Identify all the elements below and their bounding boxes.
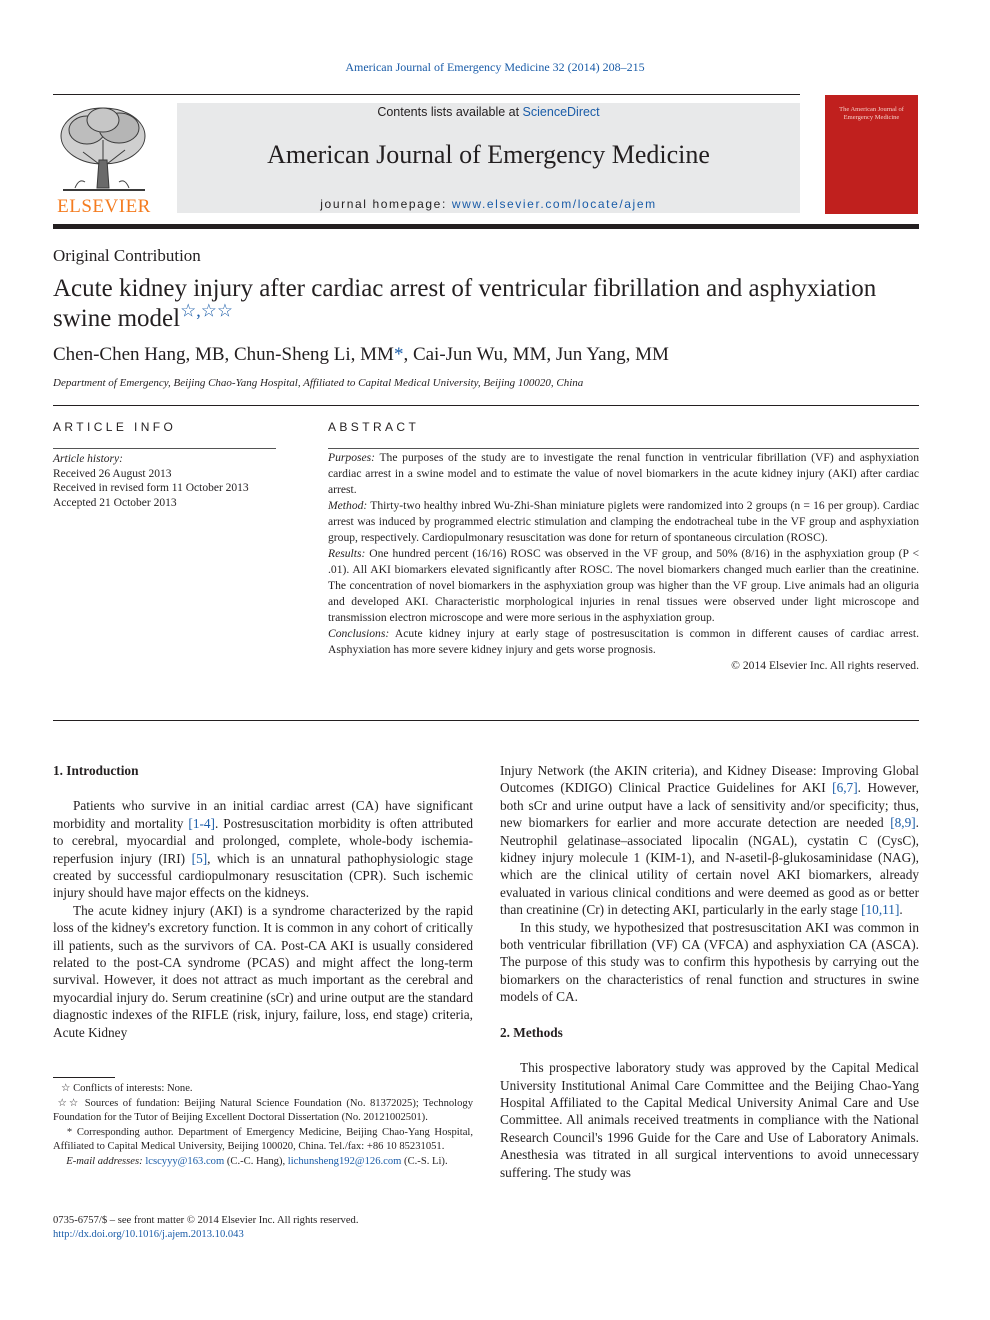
accepted-date: Accepted 21 October 2013 <box>53 496 177 509</box>
methods-heading: 2. Methods <box>500 1024 563 1040</box>
footnote-funding: ☆☆ Sources of fundation: Beijing Natural Science Foundation (No. 81372025); Technology Foundation for the Tutor of Beijing Excellent Doctoral Dissertation (No. 20121002501). <box>53 1097 473 1123</box>
footnote-emails: E-mail addresses: lcscyyy@163.com (C.-C. Hang), lichunsheng192@126.com (C.-S. Li). <box>66 1155 448 1167</box>
abstract-heading: ABSTRACT <box>328 420 420 434</box>
front-matter <box>53 1214 493 1242</box>
footnote-corresponding: * Corresponding author. Department of Emergency Medicine, Beijing Chao-Yang Hospital, Affiliated to Capital Medical University, Beijing 100020, China. Tel./fax: +86 10 85231051. <box>53 1126 473 1152</box>
abstract-results: Results: One hundred percent (16/16) ROSC was observed in the VF group, and 50% (8/16) in the asphyxiation group (P < .01). All AKI biomarkers elevated significantly after ROSC. The novel biomarkers changed much earlier than the creatinine. The concentration of novel biomarkers in the asphyxiation group was higher than the VF group. Live animals had an oliguria and developed AKI. Characteristic morphological injuries in renal tissues were observed under light microscope and transmission electron microscope and were more serious in the asphyxiation group. <box>328 547 919 624</box>
title-footnote-marks[interactable]: ☆,☆☆ <box>180 300 233 321</box>
abstract-conclusions: Conclusions: Acute kidney injury at early stage of postresuscitation is common in different causes of cardiac arrest. Asphyxiation has more severe kidney injury and gets worse prognosis. <box>328 627 919 656</box>
abstract-copyright: © 2014 Elsevier Inc. All rights reserved. <box>731 659 919 672</box>
footnote-rule <box>53 1077 115 1078</box>
footnote-conflicts: ☆ Conflicts of interests: None. <box>60 1083 193 1094</box>
abstract-purposes: Purposes: The purposes of the study are to investigate the renal function in ventricular fibrillation (VF) and asphyxiation cardiac arrest in a swine model and to estimate the value of novel biomarkers in the acute kidney injury (AKI) after cardiac arrest. <box>328 451 919 496</box>
ref-link[interactable]: [6,7] <box>832 780 858 796</box>
header-thick-rule <box>53 224 919 229</box>
header-top-rule <box>53 94 800 95</box>
abstract-rule <box>328 448 919 449</box>
journal-homepage-line: journal homepage: www.elsevier.com/locate/ajem <box>320 197 657 211</box>
author-affiliation: Department of Emergency, Beijing Chao-Yang Hospital, Affiliated to Capital Medical University, Beijing 100020, China <box>53 377 584 389</box>
journal-homepage-link[interactable]: www.elsevier.com/locate/ajem <box>451 197 657 211</box>
section-rule-top <box>53 405 919 406</box>
ref-link[interactable]: [1-4] <box>188 815 215 831</box>
elsevier-wordmark: ELSEVIER <box>57 196 151 217</box>
journal-citation[interactable]: American Journal of Emergency Medicine 32 (2014) 208–215 <box>345 60 645 74</box>
article-title: Acute kidney injury after cardiac arrest of ventricular fibrillation and asphyxiation swine model☆,☆☆ <box>53 275 877 332</box>
corresponding-author-mark[interactable]: * <box>393 344 404 365</box>
ref-link[interactable]: [10,11] <box>861 902 900 918</box>
article-info-heading: ARTICLE INFO <box>53 420 177 434</box>
received-date: Received 26 August 2013 <box>53 467 172 480</box>
abstract-body <box>328 450 919 674</box>
intro-paragraph-1: Patients who survive in an initial cardiac arrest (CA) have significant morbidity and mortality [1-4]. Postresuscitation morbidity is often attributed to cerebral, myocardial and prolonged, complete, whole-body ischemia-reperfusion injury (IRI) [5], which is an unnatural pathophysiologic stage created by successful cardiopulmonary resuscitation (CPR). Such ischemic injury should have major effects on the kidneys. <box>53 798 473 901</box>
email-link[interactable]: lcscyyy@163.com <box>145 1155 225 1167</box>
intro-paragraph-2: The acute kidney injury (AKI) is a syndrome characterized by the rapid loss of the kidney's excretory function. It is common in any cohort of critically ill patients, such as the survivors of CA. Post-CA AKI is usually considered related to the post-CA syndrome (PCAS) and might affect the long-term survival. However, it does not attract as much important as the cerebral and myocardial injury do. Serum creatinine (sCr) and urine output are the standard diagnostic indexes of the RIFLE (risk, injury, failure, loss, end stage) criteria, Acute Kidney <box>53 902 473 1040</box>
body-left-column <box>53 762 473 1041</box>
body-right-column <box>500 762 919 1181</box>
email-link[interactable]: lichunsheng192@126.com <box>287 1155 402 1167</box>
section-rule-bottom <box>53 720 919 721</box>
article-type: Original Contribution <box>53 246 201 265</box>
article-history <box>53 452 249 510</box>
journal-cover-title: The American Journal of Emergency Medicine <box>839 106 904 121</box>
journal-title: American Journal of Emergency Medicine <box>267 140 710 169</box>
sciencedirect-link[interactable]: ScienceDirect <box>522 105 600 119</box>
methods-paragraph-1: This prospective laboratory study was approved by the Capital Medical University Institutional Animal Care Committee and the Beijing Chao-Yang Hospital Affiliated to the Capital Medical University Animal Care and Use Committee. All animals received treatments in compliance with the National Research Council's 1996 Guide for the Care and Use of Laboratory Animals. Anesthesia was titrated in all surgical interventions to avoid unnecessary suffering. The study was <box>500 1060 919 1180</box>
doi-link[interactable]: http://dx.doi.org/10.1016/j.ajem.2013.10.043 <box>53 1229 244 1240</box>
issn-line: 0735-6757/$ – see front matter © 2014 Elsevier Inc. All rights reserved. <box>53 1215 359 1226</box>
footnotes <box>53 1082 473 1169</box>
ref-link[interactable]: [5] <box>191 850 208 866</box>
abstract-method: Method: Thirty-two healthy inbred Wu-Zhi-Shan miniature piglets were randomized into 2 groups (n = 16 per group). Cardiac arrest was induced by programmed electric stimulation and clamping the endotracheal tube in the VF group and asphyxiation group, respectively. Cardiopulmonary resuscitation was done for return of spontaneous circulation (ROSC). <box>328 499 919 544</box>
article-info-rule <box>53 448 276 449</box>
right-paragraph-1: Injury Network (the AKIN criteria), and Kidney Disease: Improving Global Outcomes (KDIGO) Clinical Practice Guidelines for AKI [6,7]. However, both sCr and urine output have a lack of sensitivity and/or specificity; thus, new biomarkers for earlier and more accurate detection are needed [8,9]. Neutrophil gelatinase–associated lipocalin (NGAL), cystatin C (CysC), kidney injury molecule 1 (KIM-1), and N-asetil-β-glukosaminidase (NAG), which are the clinical utility of certain novel AKI biomarkers, already evaluated in various clinical conditions and were deemed as good as or better than creatinine (Cr) in detecting AKI, particularly in the early stage [10,11]. <box>500 763 919 918</box>
revised-date: Received in revised form 11 October 2013 <box>53 482 249 494</box>
history-label: Article history: <box>53 453 123 465</box>
right-paragraph-2: In this study, we hypothesized that postresuscitation AKI was common in both ventricular fibrillation (VF) CA (VFCA) and asphyxiation CA (ASCA). The purpose of this study was to confirm this hypothesis by carrying out the biomarkers on the characteristics of renal function and structures in swine models of CA. <box>500 919 919 1005</box>
contents-available-line: Contents lists available at ScienceDirect <box>377 105 600 119</box>
ref-link[interactable]: [8,9] <box>890 815 916 831</box>
author-list: Chen-Chen Hang, MB, Chun-Sheng Li, MM*, Cai-Jun Wu, MM, Jun Yang, MM <box>53 344 669 365</box>
introduction-heading: 1. Introduction <box>53 763 139 778</box>
